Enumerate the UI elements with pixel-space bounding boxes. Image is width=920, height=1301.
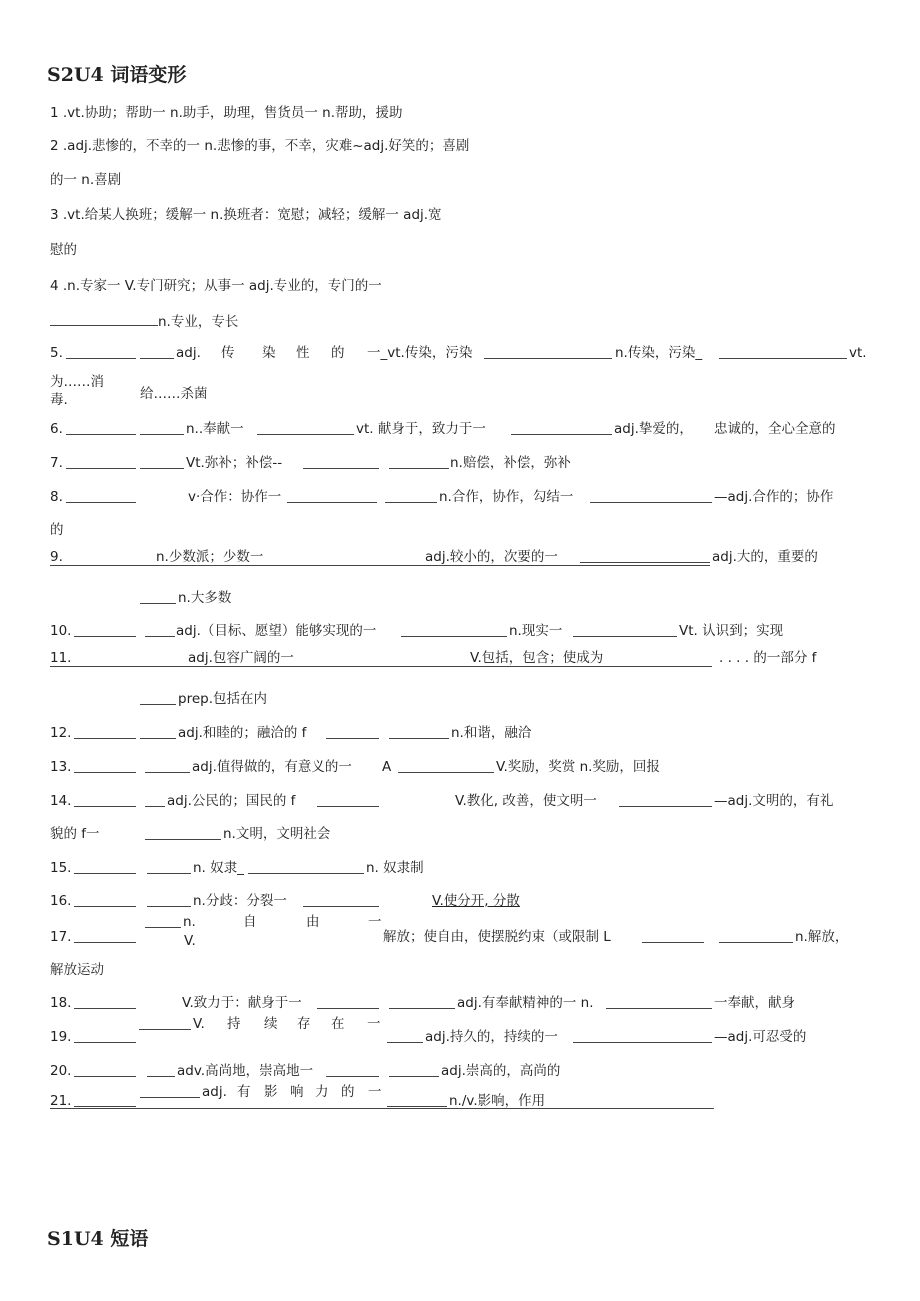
item-14-number: 14. (50, 793, 72, 809)
item-20-text: adj.崇高的，高尚的 (441, 1063, 561, 1079)
blank[interactable] (398, 758, 494, 773)
item-5-char: 的 (331, 345, 345, 361)
section-title-s2u4: S2U4 词语变形 (47, 64, 187, 86)
blank[interactable] (66, 454, 136, 469)
item-16-text: n.分歧：分裂一 (193, 893, 287, 909)
blank[interactable] (387, 1028, 423, 1043)
item-19-char: 持 (227, 1016, 241, 1032)
blank[interactable] (74, 928, 136, 943)
blank[interactable] (303, 892, 379, 907)
item-17-char: 由 (306, 914, 320, 930)
blank[interactable] (74, 892, 136, 907)
blank[interactable] (74, 1062, 136, 1077)
item-11-number: 11. (50, 650, 72, 666)
item-19-text: —adj.可忍受的 (714, 1029, 807, 1045)
item-19-char: 一 (367, 1016, 381, 1032)
blank[interactable] (145, 758, 190, 773)
blank[interactable] (317, 792, 379, 807)
item-7-number: 7. (50, 455, 63, 471)
item-18-text: 一奉献，献身 (714, 995, 795, 1011)
item-19-char: 存 (297, 1016, 311, 1032)
item-21-text: adj. (202, 1084, 227, 1100)
item-6-text: n..奉献一 (186, 421, 244, 437)
item-17-text: n.解放， (795, 929, 849, 945)
blank[interactable] (389, 1062, 439, 1077)
blank[interactable] (74, 859, 136, 874)
blank[interactable] (145, 825, 221, 840)
item-18-number: 18. (50, 995, 72, 1011)
item-20-text: adv.高尚地，崇高地一 (177, 1063, 314, 1079)
item-20-number: 20. (50, 1063, 72, 1079)
item-17-number: 17. (50, 929, 72, 945)
item-14-text: 貌的 f一 (50, 826, 100, 842)
item-19-text: V. (193, 1016, 205, 1032)
item-5-char: 性 (296, 345, 310, 361)
item-4-line-b (50, 311, 238, 331)
blank[interactable] (719, 344, 847, 359)
item-5-char: 传 (221, 345, 235, 361)
item-9-text: n.少数派；少数一 (156, 549, 264, 565)
blank[interactable] (74, 994, 136, 1009)
blank[interactable] (147, 859, 191, 874)
blank[interactable] (385, 488, 437, 503)
blank[interactable] (590, 488, 712, 503)
blank[interactable] (317, 994, 379, 1009)
blank[interactable] (145, 913, 181, 928)
item-5-text: 一_vt.传染，污染 (367, 345, 473, 361)
item-21-char: 有 (237, 1084, 251, 1100)
item-21-char: 一 (368, 1084, 382, 1100)
blank[interactable] (66, 420, 136, 435)
item-15-text: n. 奴隶制 (366, 860, 424, 876)
blank[interactable] (287, 488, 377, 503)
item-11-text: . . . . 的一部分 f (719, 650, 817, 666)
item-21-char: 响 (290, 1084, 304, 1100)
item-3-line-a: 3 .vt.给某人换班；缓解一 n.换班者：宽慰；减轻；缓解一 adj.宽 (50, 207, 442, 223)
item-5-text: 毒. (50, 392, 68, 408)
blank[interactable] (140, 344, 174, 359)
item-21-char: 的 (341, 1084, 355, 1100)
item-16-text: V.使分开, 分散 (432, 893, 520, 909)
item-14-text: —adj.文明的，有礼 (714, 793, 834, 809)
blank[interactable] (389, 724, 449, 739)
item-5-char: 染 (262, 345, 276, 361)
blank[interactable] (606, 994, 712, 1009)
item-9-text: adj.较小的，次要的一 (425, 549, 558, 565)
item-8-text: n.合作，协作，勾结一 (439, 489, 574, 505)
item-14-text: adj.公民的；国民的 f (167, 793, 296, 809)
item-4-line-a: 4 .n.专家一 V.专门研究；从事一 adj.专业的，专门的一 (50, 278, 382, 294)
blank[interactable] (74, 792, 136, 807)
blank[interactable] (50, 311, 158, 326)
item-1: 1 .vt.协助；帮助一 n.助手，助理，售货员一 n.帮助，援助 (50, 105, 403, 121)
item-10-text: adj.（目标、愿望）能够实现的一 (176, 623, 377, 639)
item-18-text: adj.有奉献精神的一 n. (457, 995, 594, 1011)
item-17-text: 解放运动 (50, 962, 104, 978)
blank[interactable] (74, 1092, 136, 1107)
item-19-char: 续 (264, 1016, 278, 1032)
blank[interactable] (619, 792, 712, 807)
item-6-text: vt. 献身于，致力于一 (356, 421, 486, 437)
blank[interactable] (387, 1092, 447, 1107)
blank[interactable] (145, 622, 175, 637)
blank[interactable] (573, 1028, 712, 1043)
item-17-text: V. (184, 933, 196, 949)
section-title-s1u4: S1U4 短语 (47, 1228, 149, 1250)
item-5-text: n.传染，污染_ (615, 345, 703, 361)
item-17-text: 解放；使自由，使摆脱约束（或限制 L (383, 929, 611, 945)
blank[interactable] (140, 420, 184, 435)
blank[interactable] (66, 488, 136, 503)
item-19-text: adj.持久的，持续的一 (425, 1029, 558, 1045)
item-10-text: Vt. 认识到；实现 (679, 623, 784, 639)
item-2-line-a: 2 .adj.悲惨的，不幸的一 n.悲惨的事，不幸，灾难~adj.好笑的；喜剧 (50, 138, 470, 154)
item-15-number: 15. (50, 860, 72, 876)
item-2-line-b: 的一 n.喜剧 (50, 172, 122, 188)
blank[interactable] (147, 892, 191, 907)
blank[interactable] (642, 928, 704, 943)
item-8-text: 的 (50, 522, 64, 538)
item-19-number: 19. (50, 1029, 72, 1045)
item-21-text: n./v.影响，作用 (449, 1093, 546, 1109)
row-rule (50, 565, 710, 566)
item-14-text: V.教化, 改善，使文明一 (455, 793, 597, 809)
item-7-text: n.赔偿，补偿，弥补 (450, 455, 571, 471)
item-11-text: adj.包容广阔的一 (188, 650, 294, 666)
item-5-text: 给……杀菌 (140, 386, 208, 402)
blank[interactable] (389, 994, 455, 1009)
item-5-pos: adj. (176, 345, 201, 361)
blank[interactable] (147, 1062, 175, 1077)
item-5-number: 5. (50, 345, 63, 361)
item-9-text: adj.大的，重要的 (712, 549, 818, 565)
blank[interactable] (140, 724, 176, 739)
item-7-text: Vt.弥补；补偿-- (186, 455, 283, 471)
item-16-number: 16. (50, 893, 72, 909)
item-9-number: 9. (50, 549, 63, 565)
blank[interactable] (401, 622, 507, 637)
blank[interactable] (74, 724, 136, 739)
item-8-number: 8. (50, 489, 63, 505)
item-17-text: n. (183, 914, 196, 930)
blank[interactable] (140, 589, 176, 604)
item-21-char: 影 (264, 1084, 278, 1100)
blank[interactable] (573, 622, 677, 637)
item-11-text: prep.包括在内 (178, 691, 267, 707)
item-6-text: 忠诚的，全心全意的 (714, 421, 836, 437)
item-10-text: n.现实一 (509, 623, 563, 639)
blank[interactable] (580, 548, 710, 563)
item-4-text: n.专业，专长 (158, 314, 239, 330)
blank[interactable] (248, 859, 364, 874)
blank[interactable] (389, 454, 449, 469)
item-11-text: V.包括，包含；使成为 (470, 650, 604, 666)
blank[interactable] (74, 758, 136, 773)
item-12-number: 12. (50, 725, 72, 741)
item-13-text: A (382, 759, 392, 775)
item-12-text: adj.和睦的；融洽的 f (178, 725, 307, 741)
blank[interactable] (145, 792, 165, 807)
item-21-number: 21. (50, 1093, 72, 1109)
item-9-text: n.大多数 (178, 590, 232, 606)
item-10-number: 10. (50, 623, 72, 639)
item-5-text: 为……消 (50, 374, 104, 390)
item-6-number: 6. (50, 421, 63, 437)
blank[interactable] (326, 724, 379, 739)
blank[interactable] (257, 420, 354, 435)
item-13-text: adj.值得做的，有意义的一 (192, 759, 352, 775)
blank[interactable] (140, 454, 184, 469)
item-17-char: 一 (368, 914, 382, 930)
item-5-text: vt. (849, 345, 867, 361)
blank[interactable] (511, 420, 612, 435)
item-13-number: 13. (50, 759, 72, 775)
blank[interactable] (484, 344, 612, 359)
blank[interactable] (74, 622, 136, 637)
item-17-char: 自 (243, 914, 257, 930)
item-14-text: n.文明，文明社会 (223, 826, 331, 842)
blank[interactable] (140, 1083, 200, 1098)
blank[interactable] (303, 454, 379, 469)
blank[interactable] (140, 690, 176, 705)
item-19-char: 在 (331, 1016, 345, 1032)
blank[interactable] (66, 344, 136, 359)
item-12-text: n.和谐，融洽 (451, 725, 532, 741)
blank[interactable] (326, 1062, 379, 1077)
row-rule (50, 666, 712, 667)
item-8-text: v·合作：协作一 (188, 489, 282, 505)
item-21-char: 力 (315, 1084, 329, 1100)
row-rule (50, 1108, 714, 1109)
item-3-line-b: 慰的 (50, 242, 77, 258)
blank[interactable] (719, 928, 793, 943)
item-13-text: V.奖励，奖赏 n.奖励，回报 (496, 759, 660, 775)
blank[interactable] (139, 1015, 191, 1030)
item-6-text: adj.挚爱的， (614, 421, 693, 437)
item-8-text: —adj.合作的；协作 (714, 489, 834, 505)
blank[interactable] (74, 1028, 136, 1043)
item-15-text: n. 奴隶_ (193, 860, 244, 876)
item-18-text: V.致力于：献身于一 (182, 995, 302, 1011)
